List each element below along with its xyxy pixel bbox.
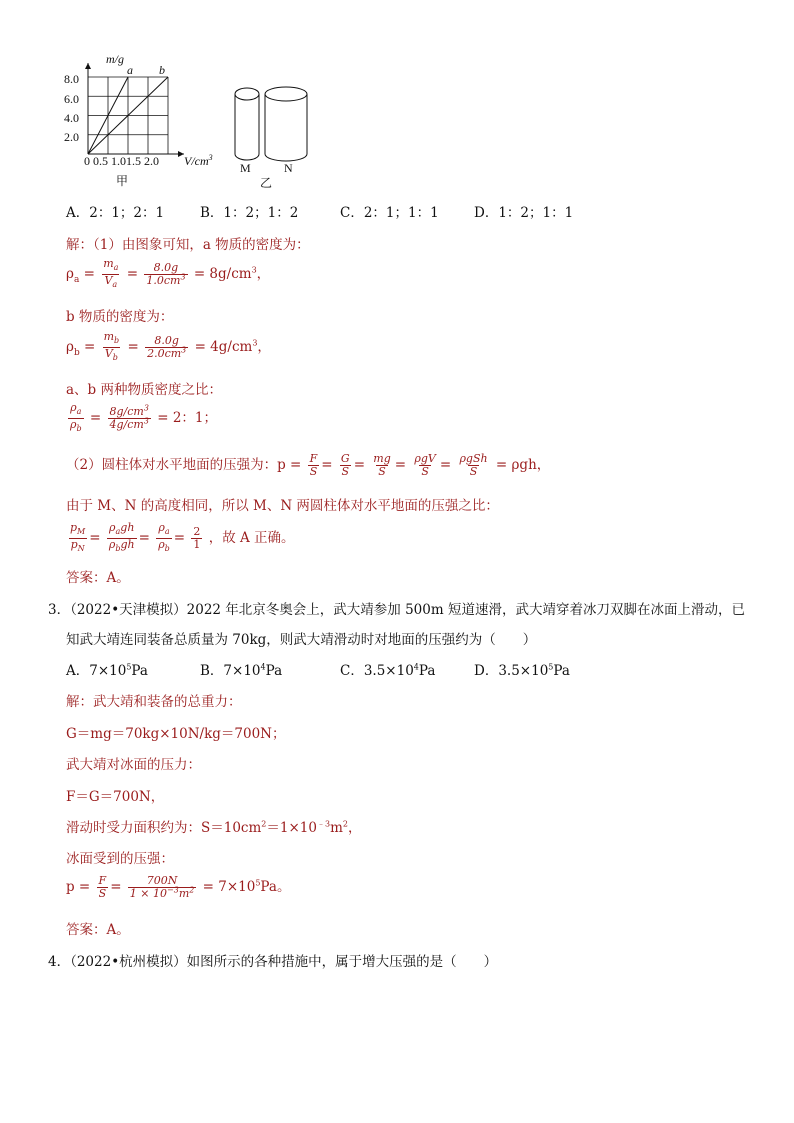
y-tick-6: 6.0 (64, 92, 79, 106)
q2-option-b: B．1：2；1：2 (200, 205, 299, 221)
q3-sol-4: F＝G＝700N， (66, 789, 165, 805)
q3-sol-5: 滑动时受力面积约为：$S=10cm^2=1\times 10^{﹣3}m^2$， (66, 819, 362, 836)
q3-sol-2: G＝mg＝70kg×10N/kg＝700N； (66, 726, 286, 742)
cylinder-m (235, 88, 259, 160)
cylinder-n-label: N (284, 161, 293, 175)
y-tick-2: 2.0 (64, 130, 79, 144)
q2-answer: 答案：A。 (66, 570, 130, 586)
q3-sol-1: 解：武大靖和装备的总重力： (66, 694, 242, 710)
x-axis-label: $V/cm^3$ (184, 153, 213, 168)
q3-pressure-equation: p = $\frac{F}{S}$ = $\frac{700N}{1 \times 10^{-3}m^2}$ = $7\times 10^5Pa$。 (66, 874, 291, 900)
line-a-label: a (127, 63, 133, 77)
figure-jia (60, 52, 230, 197)
ratio-equation: $\frac{\rho_a}{\rho_b}$ = $\frac{8g/cm^3}{4g/cm^3}$ = 2：1； (70, 401, 218, 434)
q3-answer: 答案：A。 (66, 922, 130, 938)
cylinder-n (265, 87, 307, 161)
q2-option-c: C．2：1；1：1 (340, 205, 439, 221)
b-intro: b 物质的密度为： (66, 309, 174, 325)
mass-volume-graph (60, 52, 230, 197)
q3-stem-line2: 知武大靖连同装备总质量为 70kg，则武大靖滑动时对地面的压强约为（ ） (66, 632, 537, 648)
cylinder-m-label: M (240, 161, 251, 175)
rho-b-equation: $\rho_b$ = $\frac{m_b}{V_b}$ = $\frac{8.0g}{2.0cm^3}$ = $4g/cm^3$， (66, 330, 271, 363)
q2-solution-intro: 解：（1）由图象可知，a 物质的密度为： (66, 237, 310, 253)
q2-option-a: A．2：1；2：1 (66, 205, 165, 221)
rho-a-equation: $\rho_a$ = $\frac{m_a}{V_a}$ = $\frac{8.0g}{1.0cm^3}$ = $8g/cm^3$， (66, 257, 271, 290)
q3-option-d: D．$3.5\times 10^5Pa$ (474, 662, 570, 679)
figure-jia-caption: 甲 (116, 174, 129, 188)
q3-sol-3: 武大靖对冰面的压力： (66, 757, 201, 773)
y-axis-label: m/g (106, 52, 124, 66)
ratio-intro: a、b 两种物质密度之比： (66, 382, 222, 398)
y-tick-8: 8.0 (64, 72, 79, 86)
figure-yi-caption: 乙 (260, 176, 273, 190)
line-b-label: b (159, 63, 165, 77)
same-height-text: 由于 M、N 的高度相同，所以 M、N 两圆柱体对水平地面的压强之比： (66, 498, 499, 514)
figure-yi (230, 82, 320, 192)
q3-option-b: B．$7\times 10^4Pa$ (200, 662, 283, 679)
pressure-equation: （2）圆柱体对水平地面的压强为：p = $\frac{F}{S}$ = $\frac{G}{S}$ = $\frac{mg}{S}$ = $\frac{\text{ρgV}}{S}$ = $\frac{\text{ρgSh}}{S}$ = ρgh， (66, 452, 551, 478)
q4-stem: 4．（2022•杭州模拟）如图所示的各种措施中，属于增大压强的是（ ） (48, 954, 498, 970)
q3-option-c: C．$3.5\times 10^4Pa$ (340, 662, 436, 679)
x-ticks: 0 0.5 1.01.5 2.0 (84, 154, 159, 168)
pressure-ratio-equation: $\frac{p_M}{p_N}$ = $\frac{\rho_agh}{\rho_bgh}$ = $\frac{\rho_a}{\rho_b}$ = $\frac{2}{1}$ ，故 A 正确。 (70, 521, 295, 554)
y-tick-4: 4.0 (64, 111, 79, 125)
q2-option-d: D．1：2；1：1 (474, 205, 574, 221)
y-axis-arrow (85, 63, 91, 69)
q3-stem-line1: 3．（2022•天津模拟）2022 年北京冬奥会上，武大靖参加 500m 短道速滑，武大靖穿着冰刀双脚在冰面上滑动，已 (48, 602, 745, 618)
q3-sol-6: 冰面受到的压强： (66, 851, 174, 867)
q3-option-a: A．$7\times 10^5Pa$ (66, 662, 148, 679)
